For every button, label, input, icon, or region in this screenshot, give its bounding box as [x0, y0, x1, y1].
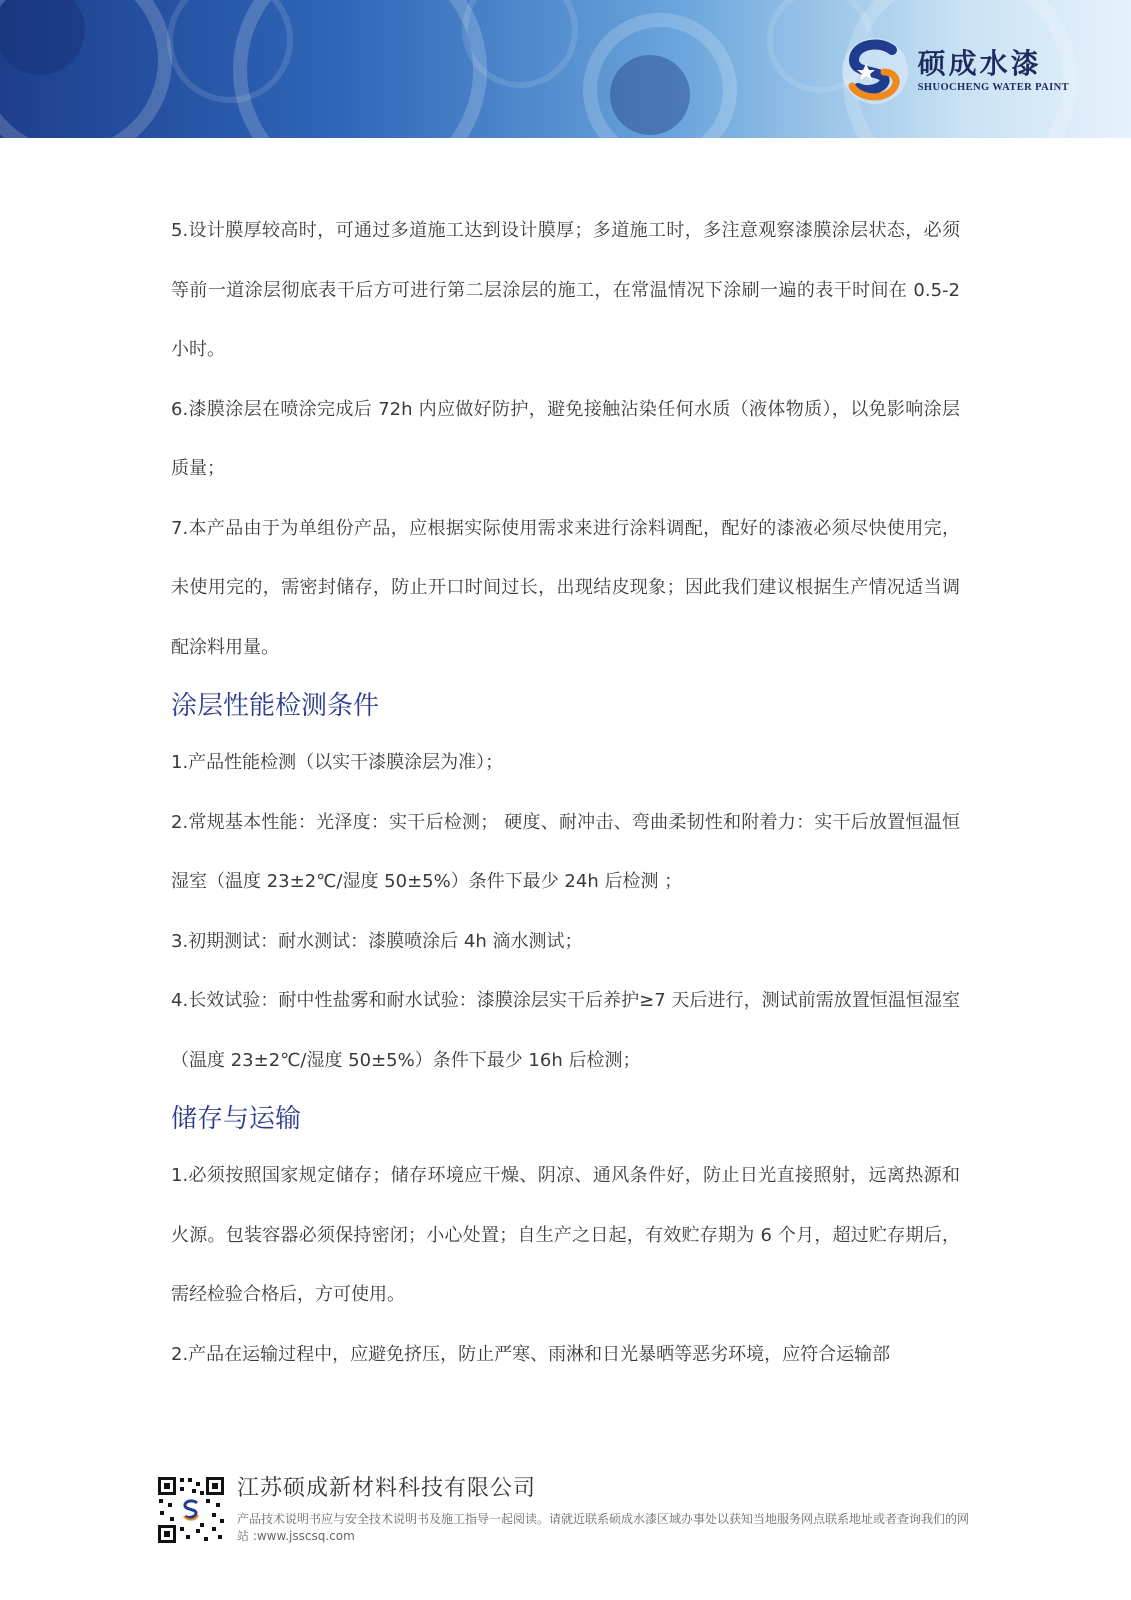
paragraph-6: 6.漆膜涂层在喷涂完成后 72h 内应做好防护，避免接触沾染任何水质（液体物质），以免影响涂层质量；	[171, 398, 960, 479]
document-body	[171, 201, 960, 1384]
footer	[156, 1475, 971, 1545]
header-banner	[0, 0, 1131, 138]
storage-item-1: 1.必须按照国家规定储存；储存环境应干燥、阴凉、通风条件好，防止日光直接照射，远离热源和火源。包装容器必须保持密闭；小心处置；自生产之日起，有效贮存期为 6 个月，超过贮存期后，需经检验合格后，方可使用。	[171, 1165, 960, 1305]
test-item-1: 1.产品性能检测（以实干漆膜涂层为准）；	[171, 752, 504, 773]
paragraph-7: 7.本产品由于为单组份产品，应根据实际使用需求来进行涂料调配，配好的漆液必须尽快使用完，未使用完的，需密封储存，防止开口时间过长，出现结皮现象；因此我们建议根据生产情况适当调配涂料用量。	[171, 517, 960, 658]
brand	[840, 36, 1069, 106]
section-title-storage: 储存与运输	[171, 1104, 302, 1134]
footer-note: 产品技术说明书应与安全技术说明书及施工指导一起阅读。请就近联系硕成水漆区域办事处以获知当地服务网点联系地址或者查询我们的网站 :www.jsscsq.com	[237, 1512, 970, 1543]
test-item-2: 2.常规基本性能：光泽度：实干后检测； 硬度、耐冲击、弯曲柔韧性和附着力：实干后放置恒温恒湿室（温度 23±2℃/湿度 50±5%）条件下最少 24h 后检测 ；	[171, 811, 960, 892]
qr-code-icon	[156, 1475, 226, 1545]
test-item-4: 4.长效试验：耐中性盐雾和耐水试验：漆膜涂层实干后养护≥7 天后进行，测试前需放置恒温恒湿室（温度 23±2℃/湿度 50±5%）条件下最少 16h 后检测；	[171, 990, 960, 1071]
shuocheng-s-logo-icon	[840, 36, 910, 106]
storage-item-2: 2.产品在运输过程中，应避免挤压，防止严寒、雨淋和日光暴晒等恶劣环境，应符合运输部	[171, 1343, 891, 1365]
test-item-3: 3.初期测试：耐水测试：漆膜喷涂后 4h 滴水测试；	[171, 930, 583, 952]
company-name: 江苏硕成新材料科技有限公司	[237, 1476, 537, 1501]
brand-name-en: SHUOCHENG WATER PAINT	[917, 82, 1069, 93]
section-title-coating-test: 涂层性能检测条件	[171, 691, 380, 721]
brand-name-cn: 硕成水漆	[917, 47, 1042, 80]
paragraph-5: 5.设计膜厚较高时，可通过多道施工达到设计膜厚；多道施工时，多注意观察漆膜涂层状态，必须等前一道涂层彻底表干后方可进行第二层涂层的施工，在常温情况下涂刷一遍的表干时间在 0.5-2 小时。	[171, 220, 960, 360]
